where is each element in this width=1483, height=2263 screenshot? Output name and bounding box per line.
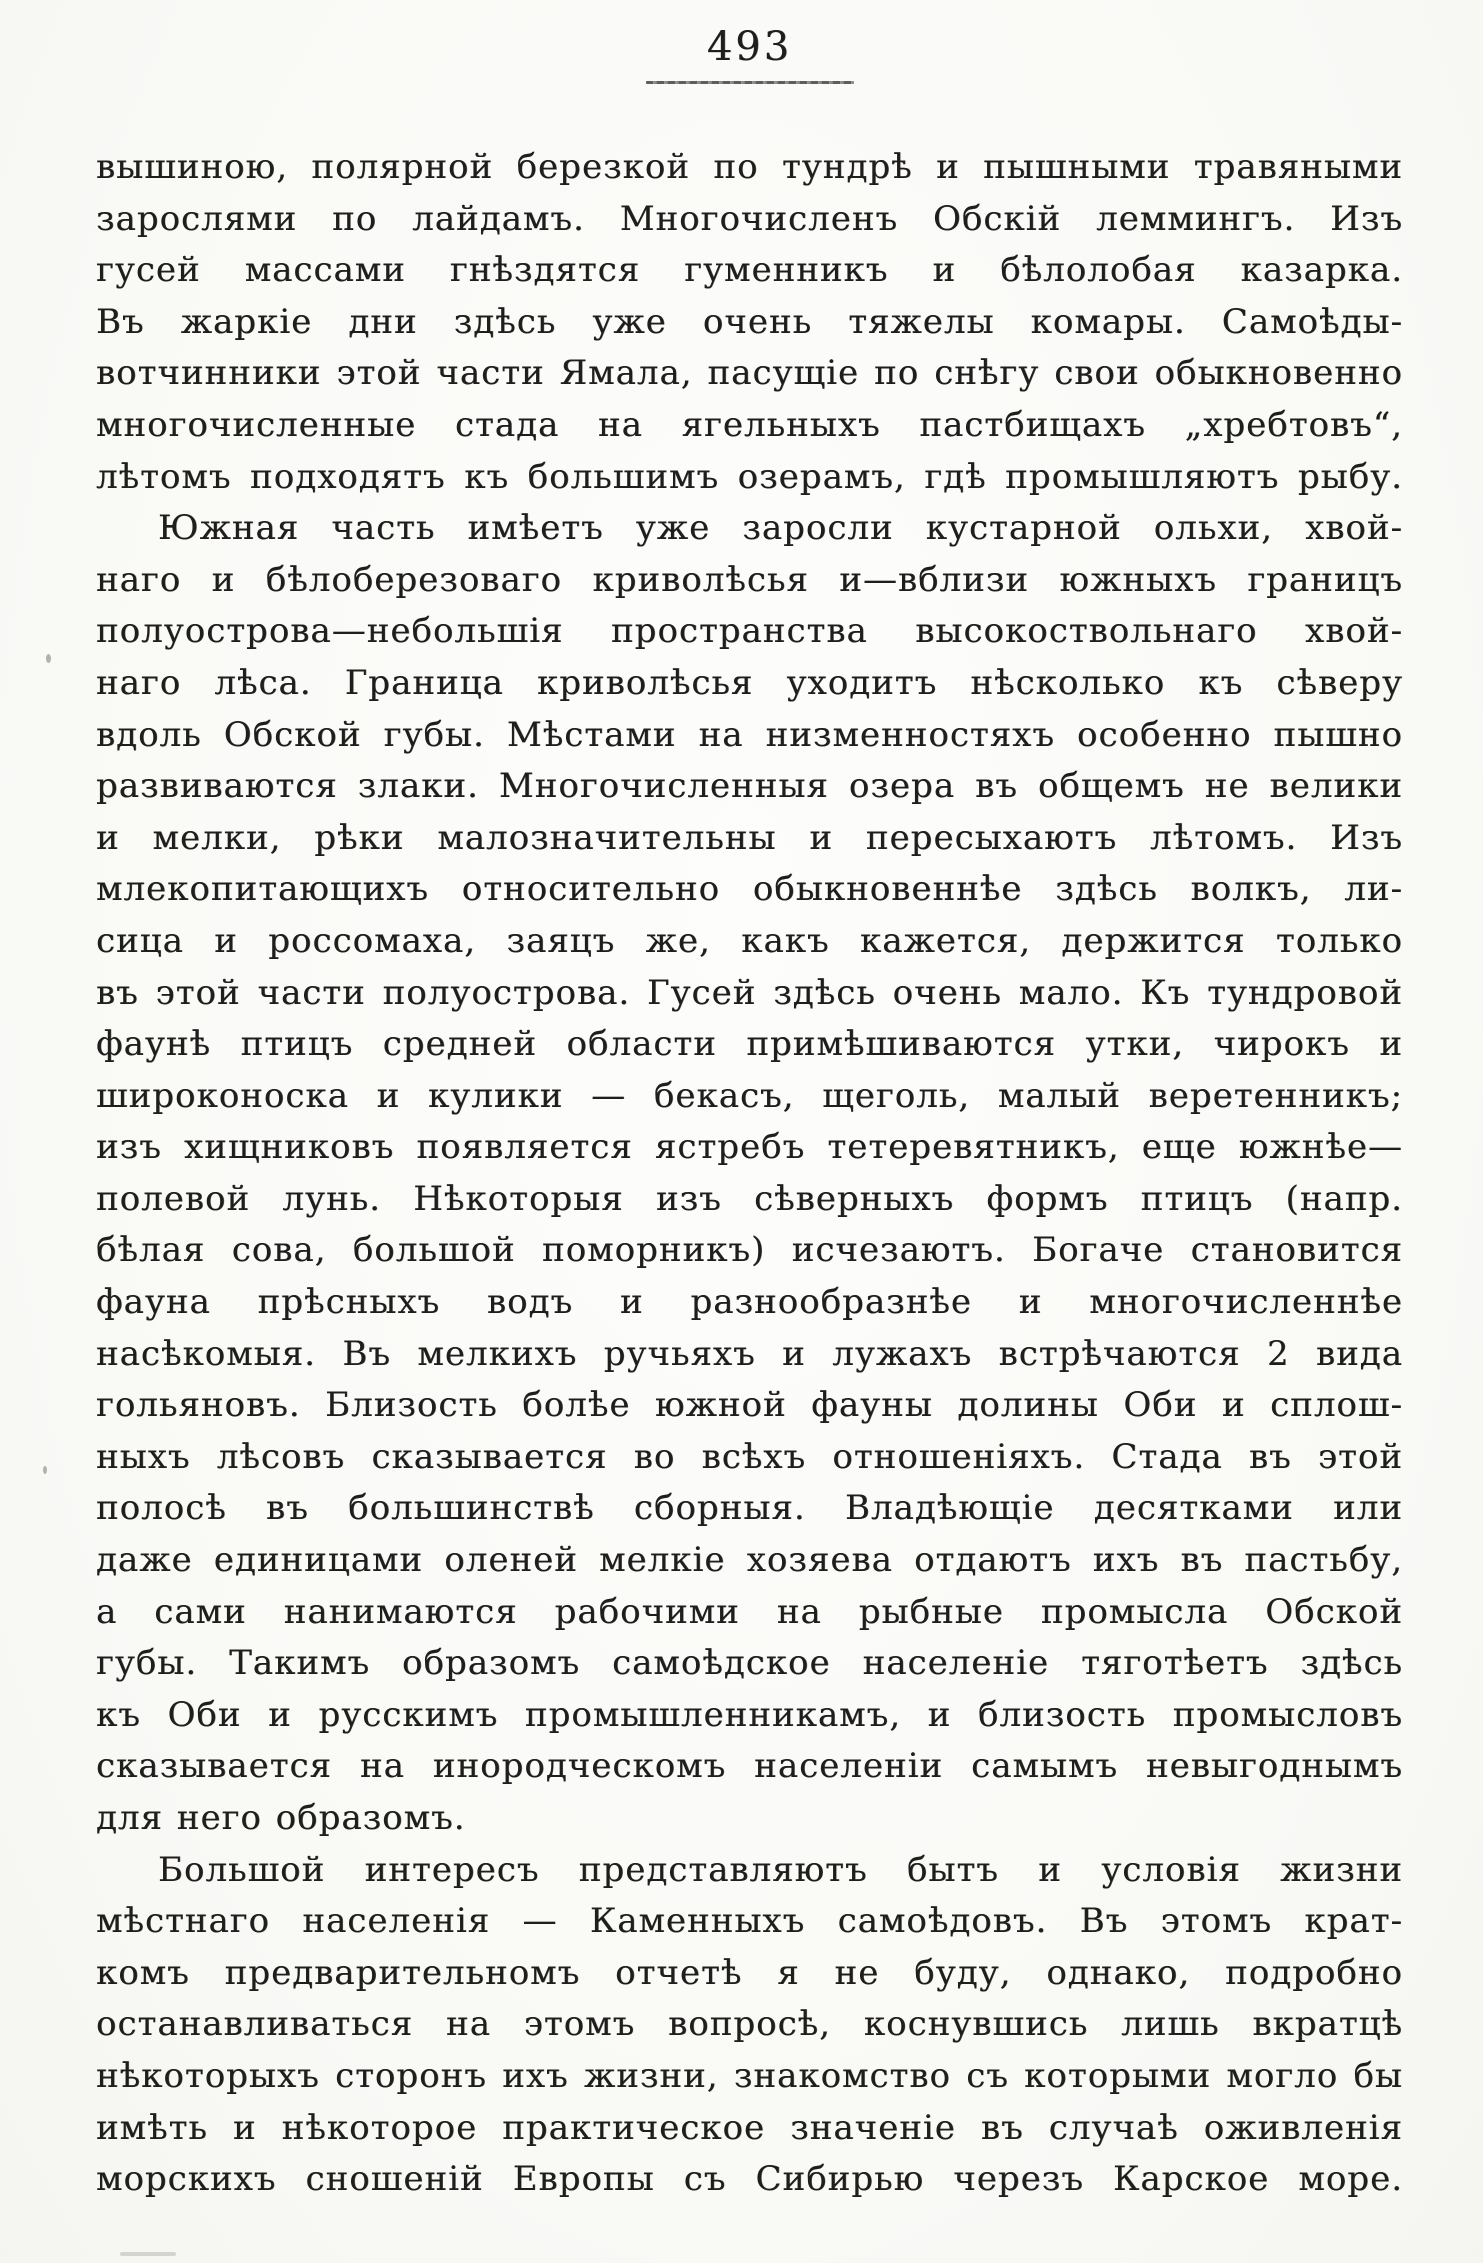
text-line: а сами нанимаются рабочими на рыбные промысла Обской bbox=[96, 1591, 1403, 1632]
text-line: Большой интересъ представляютъ бытъ и условія жизни bbox=[158, 1849, 1403, 1890]
text-line: насѣкомыя. Въ мелкихъ ручьяхъ и лужахъ встрѣчаются 2 вида bbox=[96, 1333, 1403, 1374]
text-line: даже единицами оленей мелкіе хозяева отдаютъ ихъ въ пастьбу, bbox=[96, 1540, 1403, 1581]
text-line: губы. Такимъ образомъ самоѣдское населеніе тяготѣетъ здѣсь bbox=[96, 1643, 1403, 1684]
paragraph bbox=[96, 503, 1403, 1844]
page-number: 493 bbox=[706, 24, 793, 70]
text-line: нѣкоторыхъ сторонъ ихъ жизни, знакомство съ которыми могло бы bbox=[96, 2055, 1403, 2096]
text-line: Въ жаркіе дни здѣсь уже очень тяжелы комары. Самоѣды- bbox=[96, 301, 1403, 342]
scan-artifact bbox=[46, 654, 51, 663]
text-line: зарослями по лайдамъ. Многочисленъ Обскій леммингъ. Изъ bbox=[96, 198, 1403, 239]
scan-artifact bbox=[120, 2252, 176, 2256]
text-line: многочисленные стада на ягельныхъ пастбищахъ „хребтовъ“, bbox=[96, 404, 1403, 445]
paragraph bbox=[96, 142, 1403, 503]
text-line: полосѣ въ большинствѣ сборныя. Владѣющіе десятками или bbox=[96, 1488, 1403, 1529]
text-line: останавливаться на этомъ вопросѣ, коснувшись лишь вкратцѣ bbox=[96, 2004, 1403, 2045]
page-header bbox=[96, 24, 1403, 84]
scan-artifact bbox=[43, 1466, 47, 1474]
text-line: и мелки, рѣки малозначительны и пересыхаютъ лѣтомъ. Изъ bbox=[96, 817, 1403, 858]
text-line: гусей массами гнѣздятся гуменникъ и бѣлолобая казарка. bbox=[96, 250, 1403, 291]
text-line: развиваются злаки. Многочисленныя озера въ общемъ не велики bbox=[96, 766, 1403, 807]
text-line: наго лѣса. Граница криволѣсья уходитъ нѣсколько къ сѣверу bbox=[96, 662, 1403, 703]
text-line: вдоль Обской губы. Мѣстами на низменностяхъ особенно пышно bbox=[96, 714, 1403, 755]
text-line: Южная часть имѣетъ уже заросли кустарной ольхи, хвой- bbox=[158, 508, 1403, 549]
text-line: комъ предварительномъ отчетѣ я не буду, однако, подробно bbox=[96, 1952, 1403, 1993]
text-line: сица и россомаха, заяцъ же, какъ кажется, держится только bbox=[96, 920, 1403, 961]
paragraph bbox=[96, 1845, 1403, 2206]
text-line: полевой лунь. Нѣкоторыя изъ сѣверныхъ формъ птицъ (напр. bbox=[96, 1178, 1403, 1219]
text-line: фауна прѣсныхъ водъ и разнообразнѣе и многочисленнѣе bbox=[96, 1282, 1403, 1323]
text-line: для него образомъ. bbox=[96, 1798, 466, 1838]
text-line: сказывается на инородческомъ населеніи самымъ невыгоднымъ bbox=[96, 1746, 1403, 1787]
text-line: вотчинники этой части Ямала, пасущіе по снѣгу свои обыкновенно bbox=[96, 353, 1403, 394]
text-line: въ этой части полуострова. Гусей здѣсь очень мало. Къ тундровой bbox=[96, 972, 1403, 1013]
text-line: гольяновъ. Близость болѣе южной фауны долины Оби и сплош- bbox=[96, 1385, 1403, 1426]
text-line: полуострова—небольшія пространства высокоствольнаго хвой- bbox=[96, 611, 1403, 652]
text-line: ныхъ лѣсовъ сказывается во всѣхъ отношеніяхъ. Стада въ этой bbox=[96, 1436, 1403, 1477]
text-line: мѣстнаго населенія — Каменныхъ самоѣдовъ. Въ этомъ крат- bbox=[96, 1901, 1403, 1942]
text-line: имѣть и нѣкоторое практическое значеніе въ случаѣ оживленія bbox=[96, 2107, 1403, 2148]
body-text bbox=[96, 142, 1403, 2206]
text-line: бѣлая сова, большой поморникъ) исчезаютъ. Богаче становится bbox=[96, 1230, 1403, 1271]
text-line: широконоска и кулики — бекасъ, щеголь, малый веретенникъ; bbox=[96, 1075, 1403, 1116]
text-line: фаунѣ птицъ средней области примѣшиваются утки, чирокъ и bbox=[96, 1024, 1403, 1065]
text-line: изъ хищниковъ появляется ястребъ тетеревятникъ, еще южнѣе— bbox=[96, 1127, 1403, 1168]
text-line: млекопитающихъ относительно обыкновеннѣе здѣсь волкъ, ли- bbox=[96, 869, 1403, 910]
header-rule bbox=[646, 81, 854, 84]
text-line: къ Оби и русскимъ промышленникамъ, и близость промысловъ bbox=[96, 1694, 1403, 1735]
text-line: морскихъ сношеній Европы съ Сибирью черезъ Карское море. bbox=[96, 2159, 1403, 2200]
text-line: наго и бѣлоберезоваго криволѣсья и—вблизи южныхъ границъ bbox=[96, 559, 1403, 600]
text-line: лѣтомъ подходятъ къ большимъ озерамъ, гдѣ промышляютъ рыбу. bbox=[96, 456, 1403, 497]
text-line: вышиною, полярной березкой по тундрѣ и пышными травяными bbox=[96, 147, 1403, 187]
